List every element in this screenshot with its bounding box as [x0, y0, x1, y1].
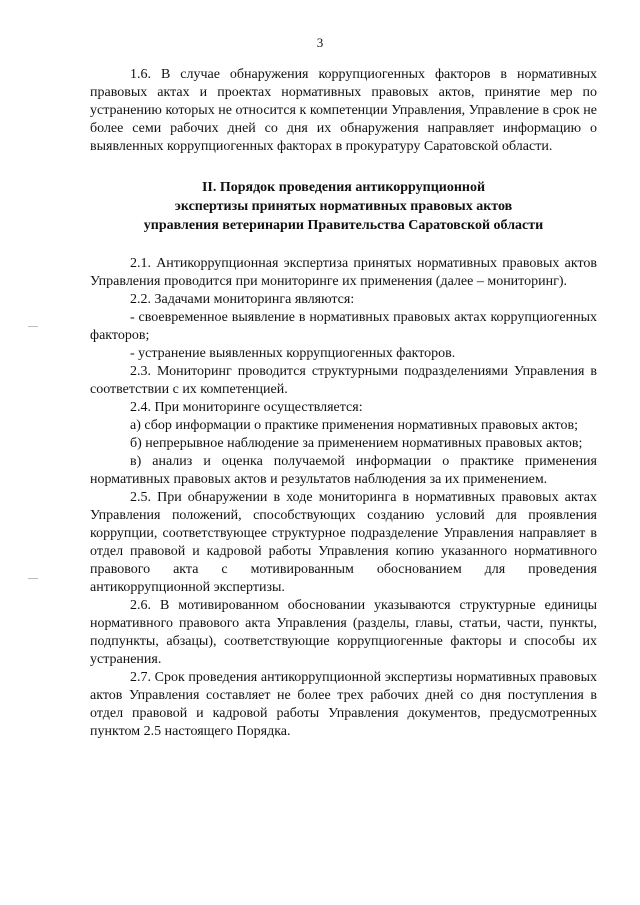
paragraph-2-4-item-c: в) анализ и оценка получаемой информации о практике применения нормативных правовых актов и результатов наблюдения за их применением.: [90, 454, 597, 487]
paragraph-2-4: 2.4. При мониторинге осуществляется:: [130, 400, 363, 415]
section-heading: [90, 178, 597, 235]
paragraph-1-6: 1.6. В случае обнаружения коррупциогенных факторов в нормативных правовых актах и проектах нормативных правовых актов, принятие мер по устранению которых не относится к компетенции Управления, Управление в срок не более семи рабочих дней со дня их обнаружения направляет информацию о выявленных коррупциогенных факторах в прокуратуру Саратовской области.: [90, 67, 597, 154]
document-body: [90, 66, 597, 741]
paragraph-2-3: 2.3. Мониторинг проводится структурными подразделениями Управления в соответствии с их компетенцией.: [90, 364, 597, 397]
margin-mark: [28, 578, 38, 579]
paragraph-2-2-item-a: - своевременное выявление в нормативных правовых актах коррупциогенных факторов;: [90, 310, 597, 343]
paragraph-2-6: 2.6. В мотивированном обосновании указываются структурные единицы нормативного правового акта Управления (разделы, главы, статьи, части, пункты, подпункты, абзацы), соответствующие коррупциогенные факторы и способы их устранения.: [90, 598, 597, 667]
paragraph-2-2: 2.2. Задачами мониторинга являются:: [130, 292, 355, 307]
paragraph-2-4-item-a: а) сбор информации о практике применения нормативных правовых актов;: [130, 418, 578, 433]
section-heading-line-3: управления ветеринарии Правительства Саратовской области: [143, 218, 544, 233]
paragraph-2-1: 2.1. Антикоррупционная экспертиза принятых нормативных правовых актов Управления проводится при мониторинге их применения (далее – мониторинг).: [90, 256, 597, 289]
paragraph-2-7: 2.7. Срок проведения антикоррупционной экспертизы нормативных правовых актов Управления составляет не более трех рабочих дней со дня поступления в отдел правовой и кадровой работы Управления документов, предусмотренных пунктом 2.5 настоящего Порядка.: [90, 670, 597, 739]
section-heading-line-1: II. Порядок проведения антикоррупционной: [201, 180, 486, 195]
paragraph-2-2-item-b: - устранение выявленных коррупциогенных факторов.: [130, 346, 456, 361]
section-heading-line-2: экспертизы принятых нормативных правовых актов: [174, 199, 513, 214]
paragraph-2-4-item-b: б) непрерывное наблюдение за применением нормативных правовых актов;: [130, 436, 583, 451]
margin-mark: [28, 326, 38, 327]
paragraph-2-5: 2.5. При обнаружении в ходе мониторинга в нормативных правовых актах Управления положений, способствующих созданию условий для проявления коррупции, соответствующее структурное подразделение Управления направляет в отдел правовой и кадровой работы Управления копию указанного нормативного правового акта с мотивированным обоснованием для проведения антикоррупционной экспертизы.: [90, 490, 597, 595]
page-number: 3: [316, 35, 324, 50]
